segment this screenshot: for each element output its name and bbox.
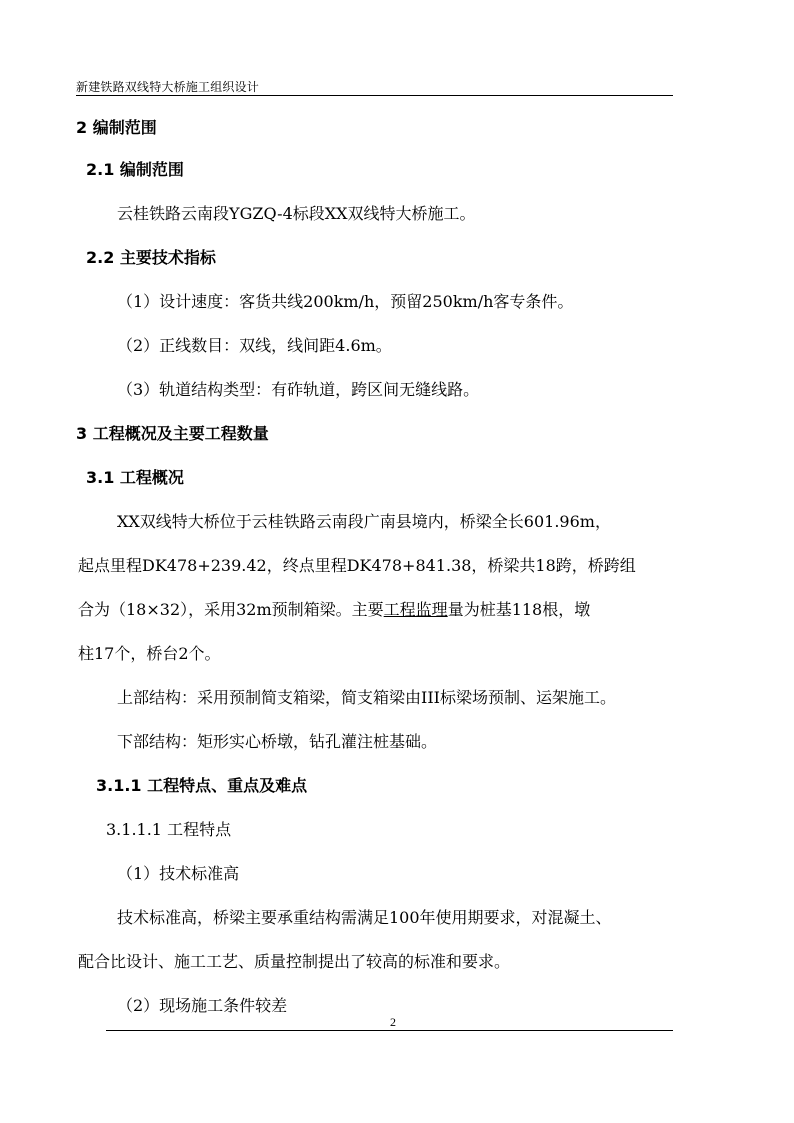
overview-line-4: 柱17个，桥台2个。	[78, 644, 221, 663]
section-3-1-1-title: 3.1.1 工程特点、重点及难点	[96, 776, 308, 795]
section-3-title: 3 工程概况及主要工程数量	[76, 424, 269, 443]
supervision-link-text: 工程监理	[383, 600, 448, 619]
spec-item-speed: （1）设计速度：客货共线200km/h，预留250km/h客专条件。	[117, 292, 574, 311]
header-rule	[76, 95, 673, 96]
feature-1-title: （1）技术标准高	[117, 864, 240, 883]
overview-line-1: XX双线特大桥位于云桂铁路云南段广南县境内，桥梁全长601.96m，	[117, 512, 611, 531]
feature-2-title: （2）现场施工条件较差	[117, 996, 288, 1015]
lower-structure: 下部结构：矩形实心桥墩，钻孔灌注桩基础。	[117, 732, 438, 751]
section-2-2-title: 2.2 主要技术指标	[86, 248, 216, 267]
feature-1-line-2: 配合比设计、施工工艺、质量控制提出了较高的标准和要求。	[78, 952, 511, 971]
upper-structure: 上部结构：采用预制简支箱梁，简支箱梁由III标梁场预制、运架施工。	[117, 688, 616, 707]
section-2-1-body: 云桂铁路云南段YGZQ-4标段XX双线特大桥施工。	[117, 204, 476, 223]
section-3-1-title: 3.1 工程概况	[86, 468, 184, 487]
page-number: 2	[390, 1015, 396, 1029]
overview-line-3-pre: 合为（18×32），采用32m预制箱梁。主要	[78, 600, 384, 619]
section-2-title: 2 编制范围	[76, 118, 157, 137]
overview-line-3-post: 量为桩基118根，墩	[447, 600, 591, 619]
section-3-1-1-1-title: 3.1.1.1 工程特点	[106, 820, 232, 839]
section-2-1-title: 2.1 编制范围	[86, 160, 184, 179]
running-header: 新建铁路双线特大桥施工组织设计	[76, 80, 260, 94]
overview-line-3	[78, 600, 590, 620]
footer-rule	[106, 1030, 673, 1031]
overview-line-2: 起点里程DK478+239.42，终点里程DK478+841.38，桥梁共18跨，桥跨组	[78, 556, 636, 575]
feature-1-line-1: 技术标准高，桥梁主要承重结构需满足100年使用期要求，对混凝土、	[117, 908, 612, 927]
spec-item-track-type: （3）轨道结构类型：有砟轨道，跨区间无缝线路。	[117, 380, 480, 399]
spec-item-tracks: （2）正线数目：双线，线间距4.6m。	[117, 336, 392, 355]
